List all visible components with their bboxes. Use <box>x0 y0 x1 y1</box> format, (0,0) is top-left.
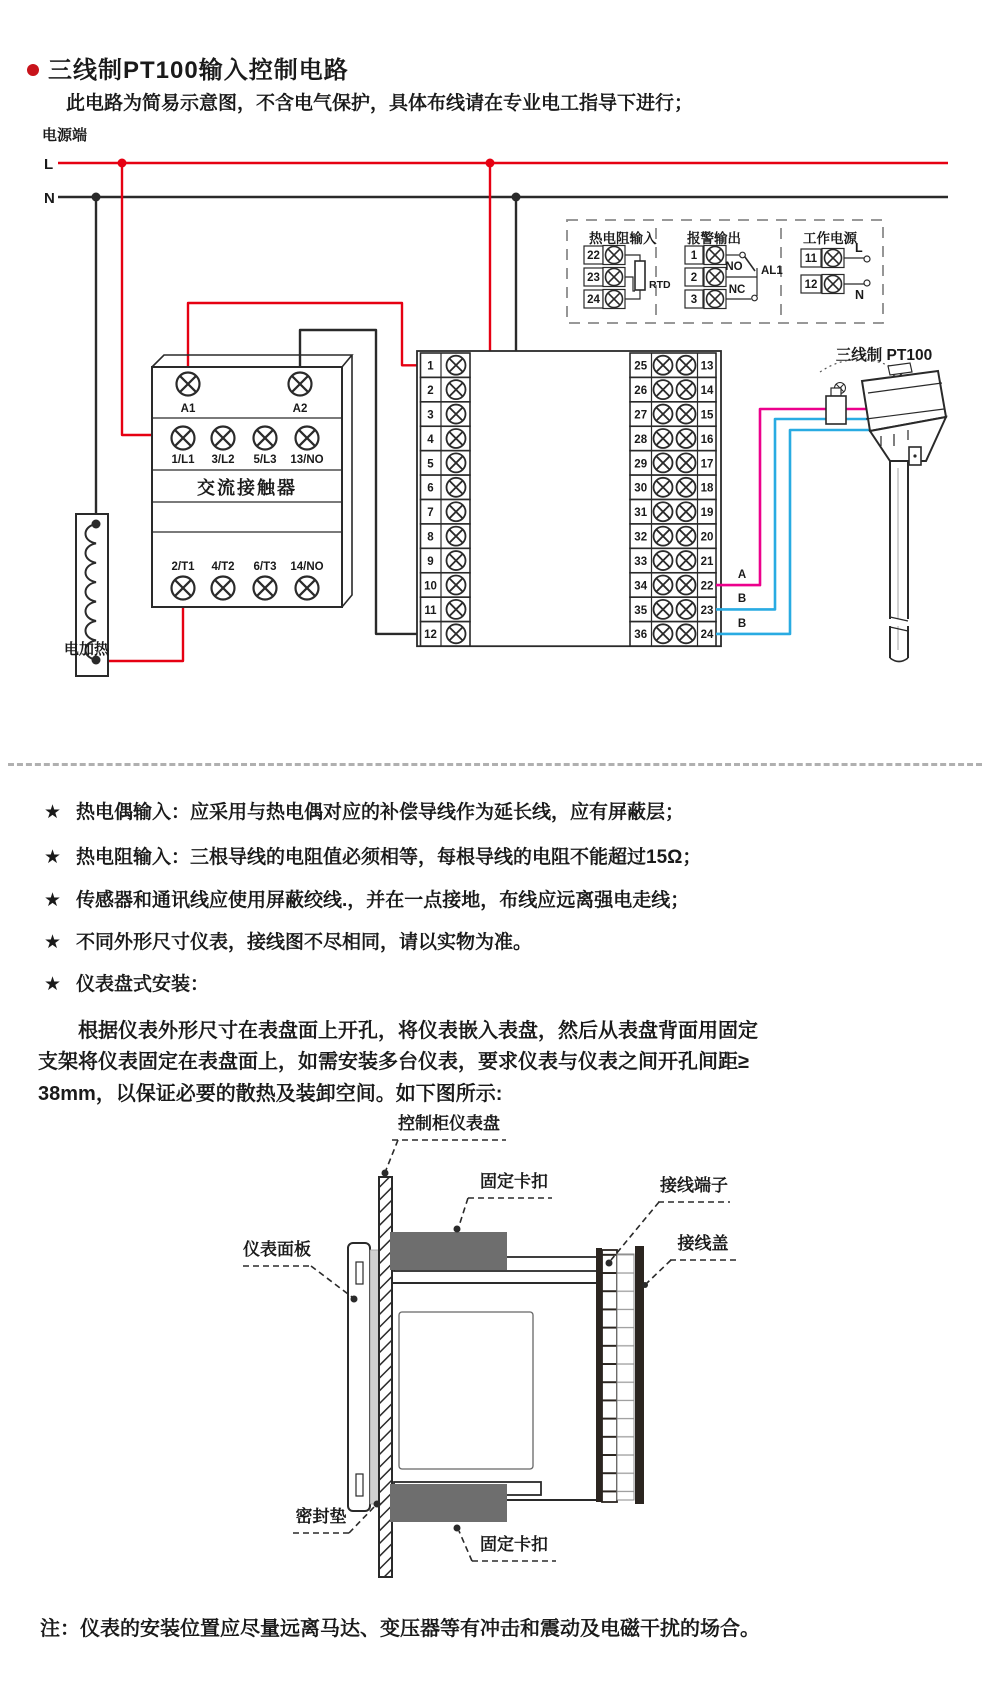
input-terminal-label: 1/L1 <box>171 454 195 466</box>
page-subtitle: 此电路为简易示意图，不含电气保护，具体布线请在专业电工指导下进行； <box>66 93 694 114</box>
label-fixing-clip-top: 固定卡扣 <box>480 1172 548 1191</box>
rtd-label: RTD <box>649 279 671 291</box>
terminal-number: 5 <box>427 458 434 471</box>
label-terminal-cover: 接线盖 <box>677 1234 729 1253</box>
terminal-number: 32 <box>634 531 648 544</box>
working-power-title: 工作电源 <box>803 231 857 246</box>
install-paragraph-line: 38mm，以保证必要的散热及装卸空间。如下图所示: <box>38 1083 503 1105</box>
dashed-divider <box>8 763 982 766</box>
terminal-number: 1 <box>690 250 698 262</box>
note-line <box>44 797 684 824</box>
note-text: 传感器和通讯线应使用屏蔽绞线.，并在一点接地，布线应远离强电走线； <box>76 890 690 911</box>
star-icon: ★ <box>44 974 62 995</box>
terminal-number: 6 <box>427 482 434 495</box>
terminal-number: 2 <box>690 272 698 284</box>
terminal-number: 29 <box>634 458 648 471</box>
coil-terminal-label: A1 <box>180 403 196 415</box>
note-text: 不同外形尺寸仪表，接线图不尽相同，请以实物为准。 <box>76 932 533 953</box>
terminal-number: 34 <box>634 580 648 593</box>
ac-contactor <box>152 355 352 607</box>
terminal-number: 35 <box>634 604 648 617</box>
terminal-number: 28 <box>634 433 648 446</box>
terminal-number: 33 <box>634 555 648 568</box>
wire-a-label: A <box>737 569 747 581</box>
legend-alarm-output <box>685 230 783 309</box>
output-terminal-label: 2/T1 <box>171 561 195 573</box>
terminal-number: 21 <box>700 555 714 568</box>
terminal-number: 14 <box>700 385 714 398</box>
note-line <box>44 842 701 869</box>
red-bullet-icon <box>27 64 39 76</box>
legend-rtd-input <box>584 230 671 309</box>
heater-label: 电加热 <box>64 641 110 658</box>
terminal-number: 7 <box>427 507 434 520</box>
label-cabinet-panel: 控制柜仪表盘 <box>398 1114 500 1133</box>
input-terminal-label: 13/NO <box>290 454 324 466</box>
terminal-number: 31 <box>634 507 648 520</box>
terminal-number: 22 <box>700 580 714 593</box>
terminal-number: 26 <box>634 385 648 398</box>
pt100-sensor <box>820 346 946 662</box>
terminal-number: 24 <box>700 629 714 642</box>
output-terminal-label: 6/T3 <box>253 561 277 573</box>
nc-label: NC <box>728 284 746 296</box>
note-line <box>44 885 689 912</box>
terminal-number: 18 <box>700 482 714 495</box>
rtd-input-title: 热电阻输入 <box>589 231 657 246</box>
terminal-number: 25 <box>634 360 648 373</box>
line-l-label: L <box>44 156 54 173</box>
install-paragraph-line: 根据仪表外形尺寸在表盘面上开孔，将仪表嵌入表盘，然后从表盘背面用固定 <box>78 1020 758 1042</box>
terminal-number: 10 <box>424 580 437 593</box>
terminal-number: 30 <box>634 482 648 495</box>
star-icon: ★ <box>44 932 62 953</box>
terminal-number: 16 <box>700 433 714 446</box>
terminal-legend <box>567 220 883 323</box>
fixing-clip-top <box>390 1232 507 1270</box>
fixing-clip-bottom <box>390 1484 507 1522</box>
relay-lever <box>745 257 755 271</box>
alarm-output-title: 报警输出 <box>687 231 741 246</box>
terminal-number: 8 <box>427 531 434 544</box>
terminal-number: 2 <box>427 385 434 398</box>
input-terminal-label: 3/L2 <box>211 454 235 466</box>
power-l-label: L <box>855 241 863 255</box>
terminal-number: 19 <box>700 507 714 520</box>
terminal-number: 24 <box>587 294 600 306</box>
terminal-number: 17 <box>700 458 714 471</box>
wire-b1-label: B <box>737 593 747 605</box>
terminal-number: 23 <box>700 604 714 617</box>
terminal-number: 11 <box>804 253 818 265</box>
terminal-number: 23 <box>587 272 600 284</box>
output-terminal-label: 4/T2 <box>211 561 235 573</box>
coil-terminal-label: A2 <box>292 403 308 415</box>
terminal-number: 27 <box>634 409 648 422</box>
install-paragraph-line: 支架将仪表固定在表盘面上，如需安装多台仪表，要求仪表与仪表之间开孔间距≥ <box>38 1051 749 1073</box>
power-n-label: N <box>855 288 865 302</box>
terminal-number: 22 <box>587 250 600 262</box>
note-text: 热电偶输入：应采用与热电偶对应的补偿导线作为延长线，应有屏蔽层； <box>76 802 685 823</box>
coil-a1-wire <box>188 303 445 373</box>
terminal-block <box>602 1250 617 1502</box>
terminal-number: 36 <box>634 629 648 642</box>
legend-working-power <box>801 230 870 302</box>
input-terminal-label: 5/L3 <box>253 454 277 466</box>
label-sealing-gasket: 密封垫 <box>295 1507 347 1526</box>
heater-to-t1-wire <box>100 600 183 662</box>
panel-mount-diagram <box>243 1113 736 1577</box>
terminal-number: 4 <box>427 433 434 446</box>
terminal-number: 12 <box>424 629 437 642</box>
terminal-number: 3 <box>427 409 434 422</box>
footer-note: 注：仪表的安装位置应尽量远离马达、变压器等有冲击和震动及电磁干扰的场合。 <box>40 1618 760 1640</box>
terminal-number: 13 <box>700 360 714 373</box>
terminal-number: 1 <box>427 360 434 373</box>
note-text: 热电阻输入：三根导线的电阻值必须相等，每根导线的电阻不能超过15Ω； <box>76 847 702 868</box>
no-label: NO <box>725 261 743 273</box>
star-icon: ★ <box>44 802 62 823</box>
rtd-resistor-symbol <box>635 261 645 290</box>
right-terminal-strip <box>630 353 716 646</box>
sealing-gasket <box>370 1250 379 1504</box>
sensor-gland <box>826 396 846 424</box>
label-front-bezel: 仪表面板 <box>243 1240 311 1259</box>
terminal-number: 11 <box>424 604 437 617</box>
note-line <box>44 969 209 996</box>
al1-label: AL1 <box>761 265 783 277</box>
meter-terminal-frame <box>417 351 721 646</box>
terminal-number: 3 <box>690 294 698 306</box>
star-icon: ★ <box>44 847 62 868</box>
terminal-number: 9 <box>427 555 434 568</box>
terminal-number: 20 <box>700 531 714 544</box>
note-line <box>44 927 532 954</box>
terminal-number: 12 <box>804 279 818 291</box>
output-terminal-label: 14/NO <box>290 561 324 573</box>
label-fixing-clip-bottom: 固定卡扣 <box>480 1535 548 1554</box>
note-text: 仪表盘式安装： <box>76 974 210 995</box>
wire-b2-label: B <box>737 618 747 630</box>
line-n-label: N <box>44 190 55 207</box>
page-title: 三线制PT100输入控制电路 <box>48 57 349 84</box>
left-terminal-strip <box>421 353 471 646</box>
power-rails <box>42 126 948 207</box>
contactor-name: 交流接触器 <box>197 478 297 498</box>
nc-contact <box>752 295 758 301</box>
terminal-number: 15 <box>700 409 714 422</box>
power-terminal-label: 电源端 <box>42 127 88 144</box>
no-contact <box>740 252 746 258</box>
label-terminal-block: 接线端子 <box>660 1176 728 1195</box>
electric-heater <box>64 514 110 676</box>
star-icon: ★ <box>44 890 62 911</box>
sensor-label: 三线制 PT100 <box>835 347 933 364</box>
meter-inner-body <box>399 1312 533 1469</box>
